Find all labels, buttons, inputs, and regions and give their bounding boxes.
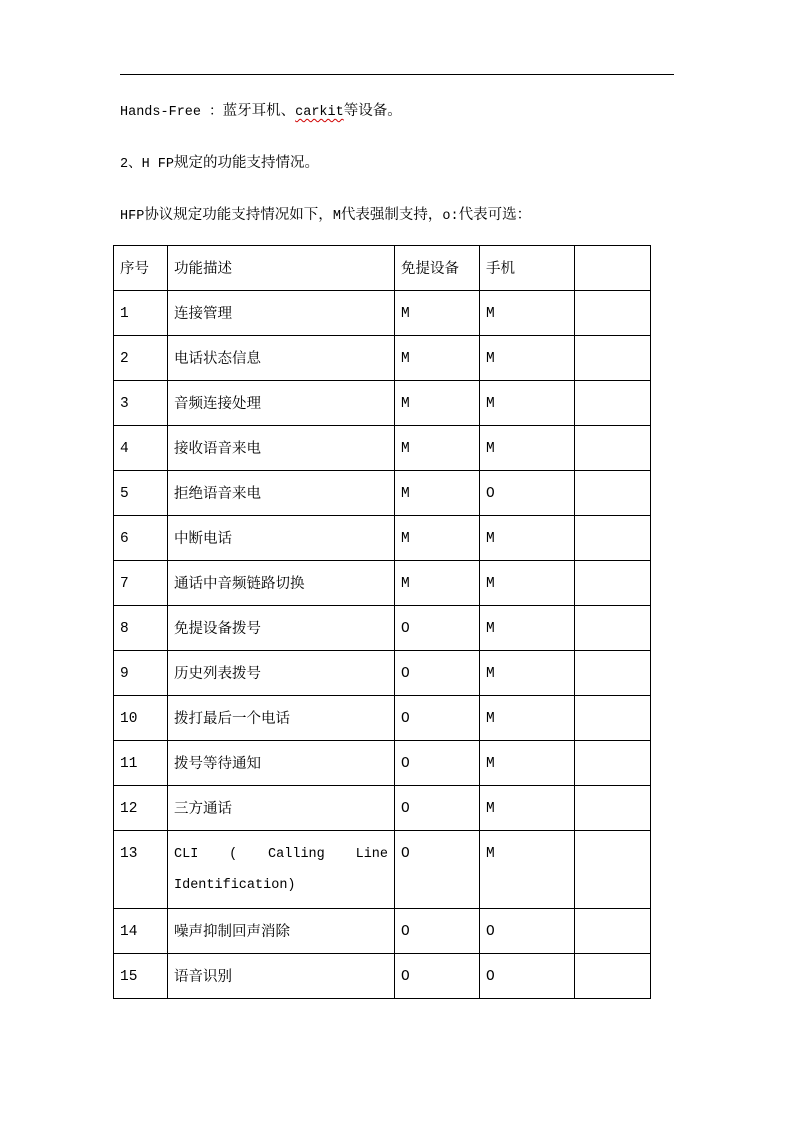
intro-text-c: 代表可选： bbox=[458, 207, 532, 223]
row-handsfree-cell: M bbox=[395, 426, 480, 471]
row-handsfree-cell: O bbox=[395, 696, 480, 741]
table-row bbox=[114, 606, 651, 651]
row-number-cell: 14 bbox=[114, 909, 168, 954]
row-handsfree-cell: M bbox=[395, 516, 480, 561]
row-handsfree-cell: O bbox=[395, 786, 480, 831]
row-description-cell: 拨打最后一个电话 bbox=[168, 696, 395, 741]
row-number-cell: 13 bbox=[114, 831, 168, 909]
feature-support-table bbox=[113, 245, 651, 999]
header-rule bbox=[120, 74, 674, 75]
hfp-term: HFP bbox=[120, 209, 145, 224]
header-cell-extra bbox=[575, 246, 651, 291]
row-description-cell bbox=[168, 831, 395, 909]
row-handsfree-cell: O bbox=[395, 954, 480, 999]
hands-free-term: Hands-Free ： bbox=[120, 105, 223, 120]
row-description-cell: 连接管理 bbox=[168, 291, 395, 336]
row-phone-cell: M bbox=[480, 741, 575, 786]
row-number-cell: 9 bbox=[114, 651, 168, 696]
carkit-term: carkit bbox=[295, 105, 344, 120]
header-cell-handsfree: 免提设备 bbox=[395, 246, 480, 291]
row-description-cell: 免提设备拨号 bbox=[168, 606, 395, 651]
header-cell-phone: 手机 bbox=[480, 246, 575, 291]
row-description-cell: 接收语音来电 bbox=[168, 426, 395, 471]
table-row bbox=[114, 381, 651, 426]
row-phone-cell: O bbox=[480, 954, 575, 999]
description-line-1: CLI ( Calling Line bbox=[174, 847, 388, 862]
row-handsfree-cell: O bbox=[395, 831, 480, 909]
optional-symbol: o: bbox=[442, 209, 459, 224]
row-number-cell: 4 bbox=[114, 426, 168, 471]
table-row bbox=[114, 561, 651, 606]
row-number-cell: 11 bbox=[114, 741, 168, 786]
row-phone-cell: O bbox=[480, 471, 575, 516]
row-handsfree-cell: M bbox=[395, 336, 480, 381]
paragraph-hands-free bbox=[120, 100, 402, 124]
row-extra-cell bbox=[575, 426, 651, 471]
row-extra-cell bbox=[575, 336, 651, 381]
row-phone-cell: M bbox=[480, 831, 575, 909]
row-handsfree-cell: O bbox=[395, 909, 480, 954]
row-phone-cell: M bbox=[480, 786, 575, 831]
mandatory-symbol: M bbox=[332, 209, 341, 224]
row-extra-cell bbox=[575, 291, 651, 336]
hands-free-desc-b: 等设备。 bbox=[343, 103, 402, 119]
row-description-cell: 音频连接处理 bbox=[168, 381, 395, 426]
row-number-cell: 15 bbox=[114, 954, 168, 999]
row-handsfree-cell: O bbox=[395, 651, 480, 696]
row-number-cell: 5 bbox=[114, 471, 168, 516]
row-number-cell: 8 bbox=[114, 606, 168, 651]
row-extra-cell bbox=[575, 954, 651, 999]
row-number-cell: 3 bbox=[114, 381, 168, 426]
section-heading-hfp bbox=[120, 152, 319, 176]
row-handsfree-cell: M bbox=[395, 471, 480, 516]
row-phone-cell: M bbox=[480, 336, 575, 381]
table-row bbox=[114, 426, 651, 471]
row-extra-cell bbox=[575, 651, 651, 696]
row-handsfree-cell: M bbox=[395, 381, 480, 426]
row-extra-cell bbox=[575, 696, 651, 741]
row-description-cell: 中断电话 bbox=[168, 516, 395, 561]
header-cell-no: 序号 bbox=[114, 246, 168, 291]
row-extra-cell bbox=[575, 831, 651, 909]
row-handsfree-cell: M bbox=[395, 291, 480, 336]
row-phone-cell: M bbox=[480, 381, 575, 426]
row-phone-cell: M bbox=[480, 561, 575, 606]
table-row bbox=[114, 696, 651, 741]
row-description-cell: 历史列表拨号 bbox=[168, 651, 395, 696]
row-phone-cell: M bbox=[480, 651, 575, 696]
row-extra-cell bbox=[575, 471, 651, 516]
row-extra-cell bbox=[575, 741, 651, 786]
row-phone-cell: M bbox=[480, 516, 575, 561]
row-number-cell: 1 bbox=[114, 291, 168, 336]
row-description-cell: 电话状态信息 bbox=[168, 336, 395, 381]
row-extra-cell bbox=[575, 561, 651, 606]
row-phone-cell: M bbox=[480, 696, 575, 741]
table-row bbox=[114, 336, 651, 381]
row-extra-cell bbox=[575, 606, 651, 651]
row-description-cell: 拨号等待通知 bbox=[168, 741, 395, 786]
row-handsfree-cell: O bbox=[395, 606, 480, 651]
row-number-cell: 6 bbox=[114, 516, 168, 561]
row-phone-cell: O bbox=[480, 909, 575, 954]
row-number-cell: 2 bbox=[114, 336, 168, 381]
row-extra-cell bbox=[575, 516, 651, 561]
table-row bbox=[114, 471, 651, 516]
table-row bbox=[114, 651, 651, 696]
row-handsfree-cell: O bbox=[395, 741, 480, 786]
table-row bbox=[114, 954, 651, 999]
row-description-cell: 噪声抑制回声消除 bbox=[168, 909, 395, 954]
table-row bbox=[114, 741, 651, 786]
row-description-cell: 拒绝语音来电 bbox=[168, 471, 395, 516]
row-description-cell: 三方通话 bbox=[168, 786, 395, 831]
row-phone-cell: M bbox=[480, 606, 575, 651]
row-phone-cell: M bbox=[480, 426, 575, 471]
paragraph-hfp-intro bbox=[120, 204, 531, 228]
table-row bbox=[114, 786, 651, 831]
table-header-row bbox=[114, 246, 651, 291]
row-number-cell: 12 bbox=[114, 786, 168, 831]
section-title: 规定的功能支持情况。 bbox=[174, 155, 320, 171]
row-number-cell: 10 bbox=[114, 696, 168, 741]
header-cell-desc: 功能描述 bbox=[168, 246, 395, 291]
row-description-cell: 语音识别 bbox=[168, 954, 395, 999]
table-row bbox=[114, 909, 651, 954]
table-row bbox=[114, 291, 651, 336]
hands-free-desc-a: 蓝牙耳机、 bbox=[222, 103, 296, 119]
row-description-cell: 通话中音频链路切换 bbox=[168, 561, 395, 606]
row-number-cell: 7 bbox=[114, 561, 168, 606]
row-extra-cell bbox=[575, 381, 651, 426]
table-row bbox=[114, 831, 651, 909]
row-extra-cell bbox=[575, 909, 651, 954]
table-row bbox=[114, 516, 651, 561]
row-handsfree-cell: M bbox=[395, 561, 480, 606]
intro-text-b: 代表强制支持， bbox=[340, 207, 443, 223]
description-line-2: Identification) bbox=[174, 878, 296, 893]
row-phone-cell: M bbox=[480, 291, 575, 336]
intro-text-a: 协议规定功能支持情况如下， bbox=[144, 207, 333, 223]
row-extra-cell bbox=[575, 786, 651, 831]
section-number: 2、H FP bbox=[120, 157, 175, 172]
